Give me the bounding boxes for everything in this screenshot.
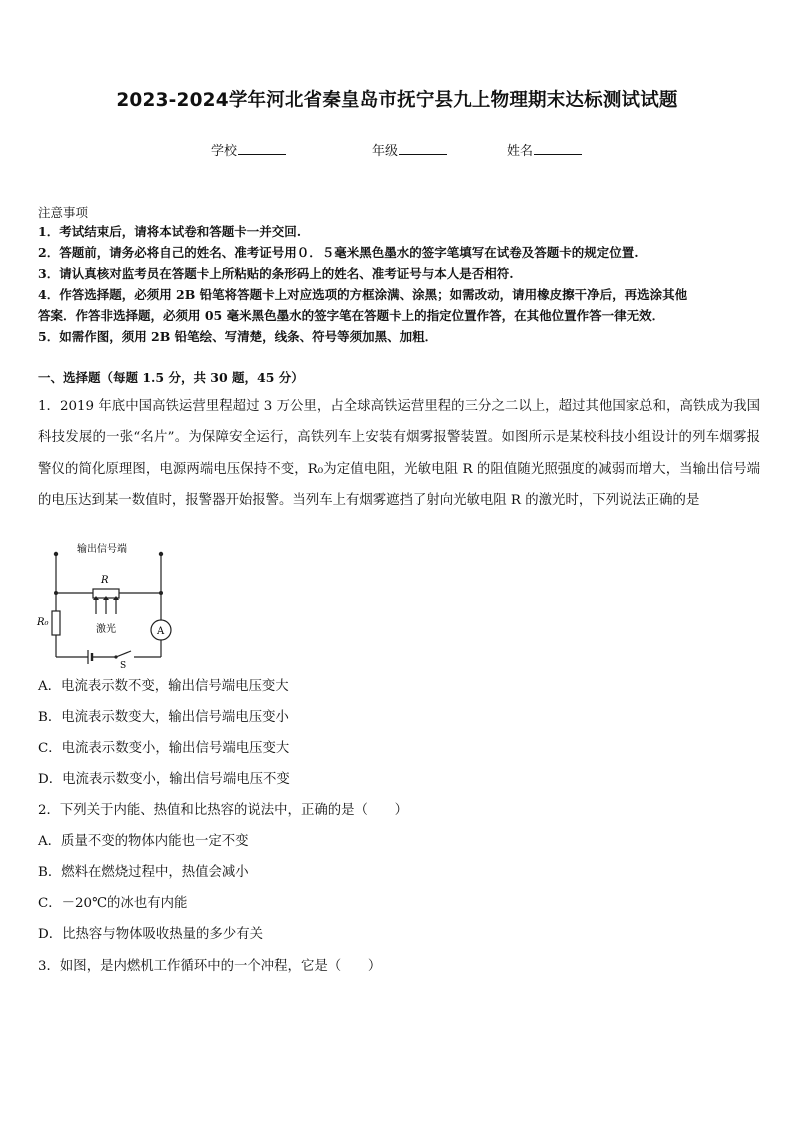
question-2-stem: 2．下列关于内能、热值和比热容的说法中，正确的是（ ） <box>38 803 409 818</box>
question-1-text: 1．2019 年底中国高铁运营里程超过 3 万公里，占全球高铁运营里程的三分之二以上，超过其他国家总和，高铁成为我国科技发展的一张“名片”。为保障安全运行，高铁列车上安装有烟雾报警装置。如图所示是某校科技小组设计的列车烟雾报警仪的简化原理图，电源两端电压保持不变，R₀为定值电阻，光敏电阻 R 的阻值随光照强度的减弱而增大，当输出信号端的电压达到某一数值时，报警器开始报警。当列车上有烟雾遮挡了射向光敏电阻 R 的激光时，下列说法正确的是 <box>38 399 760 508</box>
notice-item: 2．答题前，请务必将自己的姓名、准考证号用０．５毫米黑色墨水的签字笔填写在试卷及答题卡的规定位置. <box>38 245 639 260</box>
exam-title: 2023-2024学年河北省秦皇岛市抚宁县九上物理期末达标测试试题 <box>116 90 678 111</box>
q1-option-b: B．电流表示数变大，输出信号端电压变小 <box>38 710 289 725</box>
output-terminal-dot <box>54 552 58 556</box>
notice-item: 1．考试结束后，请将本试卷和答题卡一并交回. <box>38 224 302 239</box>
output-terminal-dot <box>159 552 163 556</box>
output-terminal-label: 输出信号端 <box>77 544 127 555</box>
q2-option-c: C．－20℃的冰也有内能 <box>38 896 188 911</box>
section-heading: 一、选择题（每题 1.5 分，共 30 题，45 分） <box>38 370 304 385</box>
q1-option-c: C．电流表示数变小，输出信号端电压变大 <box>38 741 290 756</box>
school-blank <box>238 142 286 155</box>
name-label: 姓名 <box>507 144 534 159</box>
switch-label: S <box>120 661 127 670</box>
notice-item: 答案．作答非选择题，必须用 05 毫米黑色墨水的签字笔在答题卡上的指定位置作答，在其他位置作答一律无效． <box>38 308 665 323</box>
question-3-stem: 3．如图，是内燃机工作循环中的一个冲程，它是（ ） <box>38 959 382 974</box>
fixed-resistor-label: R₀ <box>37 617 49 628</box>
junction-dot <box>159 591 163 595</box>
name-field <box>507 140 582 159</box>
photoresistor-label: R <box>101 575 109 586</box>
circuit-diagram <box>30 540 190 670</box>
ammeter-label: A <box>157 626 165 637</box>
grade-label: 年级 <box>372 144 399 159</box>
q2-option-b: B．燃料在燃烧过程中，热值会减小 <box>38 865 249 880</box>
laser-label: 激光 <box>96 624 116 635</box>
notice-item: 4．作答选择题，必须用 2B 铅笔将答题卡上对应选项的方框涂满、涂黑；如需改动，请用橡皮擦干净后，再选涂其他 <box>38 287 688 302</box>
notice-item: 5．如需作图，须用 2B 铅笔绘、写清楚，线条、符号等须加黑、加粗． <box>38 329 438 344</box>
name-blank <box>534 142 582 155</box>
notice-item: 3．请认真核对监考员在答题卡上所粘贴的条形码上的姓名、准考证号与本人是否相符. <box>38 266 514 281</box>
school-field <box>211 140 286 159</box>
q2-option-a: A．质量不变的物体内能也一定不变 <box>38 834 249 849</box>
switch-pivot <box>114 655 117 658</box>
q2-option-d: D．比热容与物体吸收热量的多少有关 <box>38 927 263 942</box>
grade-field <box>372 140 447 159</box>
school-label: 学校 <box>211 144 238 159</box>
notice-heading: 注意事项 <box>38 205 89 220</box>
junction-dot <box>54 591 58 595</box>
grade-blank <box>399 142 447 155</box>
q1-option-a: A．电流表示数不变，输出信号端电压变大 <box>38 679 289 694</box>
q1-option-d: D．电流表示数变小，输出信号端电压不变 <box>38 772 290 787</box>
